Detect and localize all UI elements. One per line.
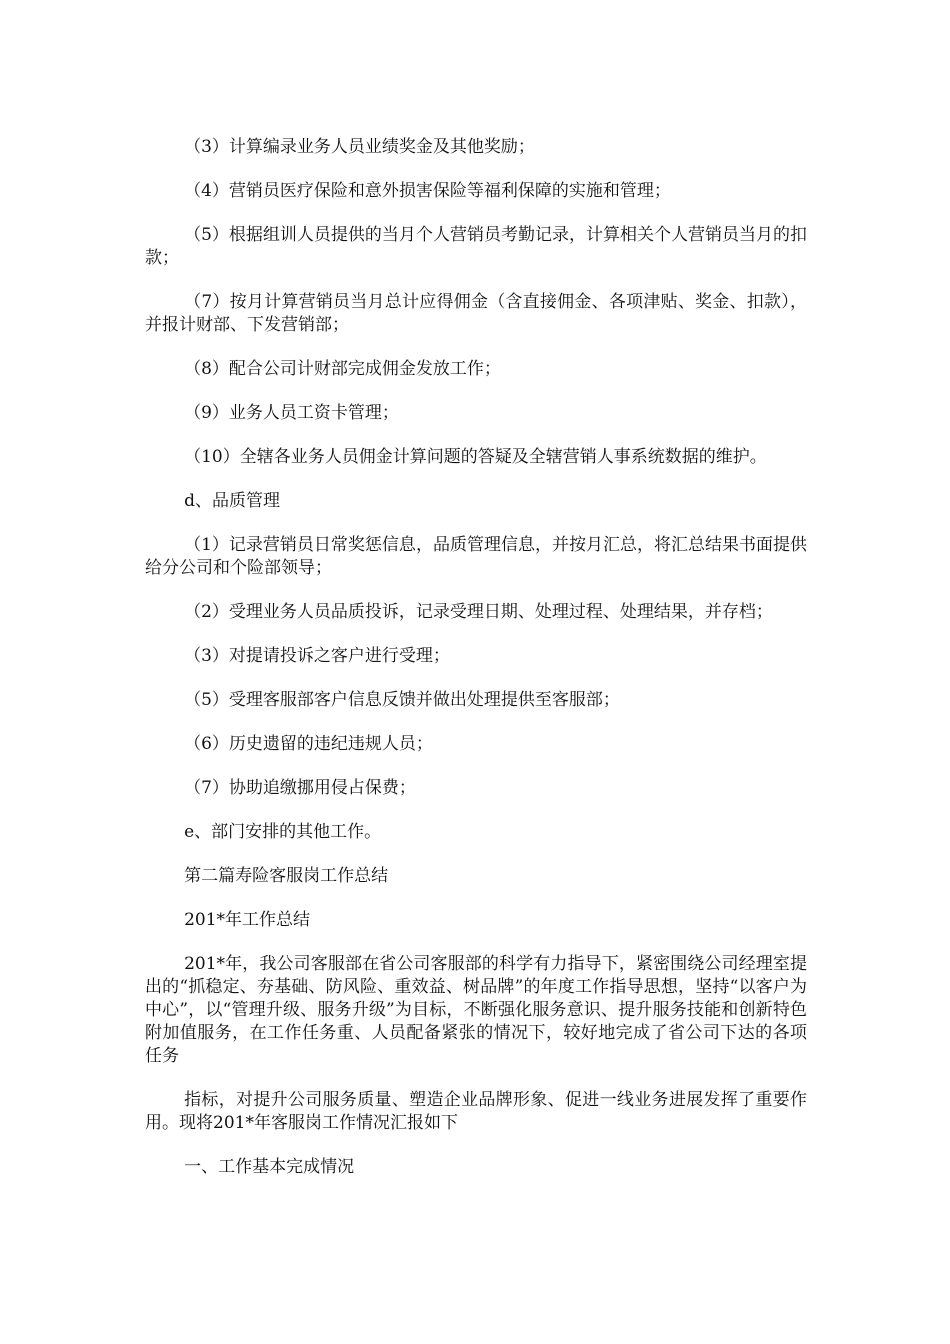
paragraph: （10）全辖各业务人员佣金计算问题的答疑及全辖营销人事系统数据的维护。 — [184, 447, 767, 467]
document-body — [145, 136, 807, 1200]
paragraph: （9）业务人员工资卡管理； — [184, 403, 399, 423]
paragraph: 指标，对提升公司服务质量、塑造企业品牌形象、促进一线业务进展发挥了重要作用。现将201*年客服岗工作情况汇报如下 — [145, 1090, 807, 1133]
article-subtitle: 201*年工作总结 — [184, 910, 311, 930]
paragraph: e、部门安排的其他工作。 — [184, 822, 382, 842]
paragraph: （4）营销员医疗保险和意外损害保险等福利保障的实施和管理； — [184, 181, 671, 201]
section-heading: 一、工作基本完成情况 — [184, 1157, 355, 1177]
paragraph: （5）根据组训人员提供的当月个人营销员考勤记录，计算相关个人营销员当月的扣款； — [145, 225, 807, 268]
paragraph: （1）记录营销员日常奖惩信息，品质管理信息，并按月汇总，将汇总结果书面提供给分公司和个险部领导； — [145, 535, 807, 578]
paragraph: （5）受理客服部客户信息反馈并做出处理提供至客服部； — [184, 690, 620, 710]
paragraph: （6）历史遗留的违纪违规人员； — [184, 734, 433, 754]
paragraph: （2）受理业务人员品质投诉，记录受理日期、处理过程、处理结果，并存档； — [184, 602, 773, 622]
paragraph: （8）配合公司计财部完成佣金发放工作； — [184, 359, 501, 379]
paragraph: （7）按月计算营销员当月总计应得佣金（含直接佣金、各项津贴、奖金、扣款），并报计财部、下发营销部； — [145, 292, 807, 335]
section-heading: d、品质管理 — [184, 491, 280, 511]
article-title: 第二篇寿险客服岗工作总结 — [184, 866, 389, 886]
paragraph: （3）对提请投诉之客户进行受理； — [184, 646, 450, 666]
paragraph: （3）计算编录业务人员业绩奖金及其他奖励； — [184, 137, 535, 157]
paragraph: （7）协助追缴挪用侵占保费； — [184, 778, 416, 798]
paragraph: 201*年，我公司客服部在省公司客服部的科学有力指导下，紧密围绕公司经理室提出的“抓稳定、夯基础、防风险、重效益、树品牌”的年度工作指导思想，坚持“以客户为中心”，以“管理升级、服务升级”为目标，不断强化服务意识、提升服务技能和创新特色附加值服务，在工作任务重、人员配备紧张的情况下，较好地完成了省公司下达的各项任务 — [145, 954, 807, 1066]
